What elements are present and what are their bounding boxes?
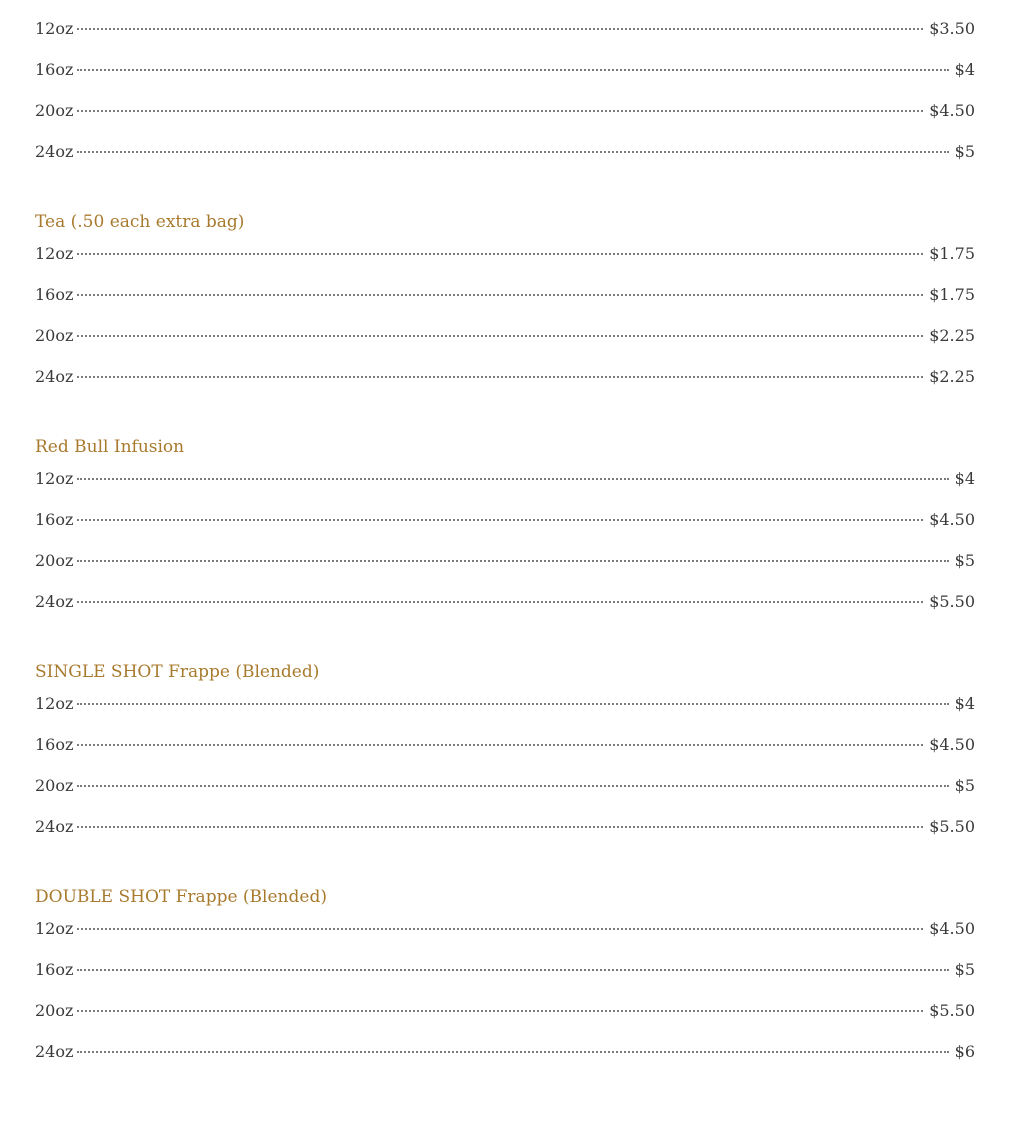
dot-leader — [77, 478, 948, 480]
size-label: 12oz — [35, 19, 74, 38]
dot-leader — [77, 376, 923, 378]
size-label: 16oz — [35, 735, 74, 754]
menu-row — [35, 1031, 975, 1072]
size-label: 16oz — [35, 510, 74, 529]
price-label: $2.25 — [929, 326, 975, 345]
menu-row — [35, 806, 975, 847]
price-label: $1.75 — [929, 285, 975, 304]
dot-leader — [77, 560, 948, 562]
menu-row — [35, 458, 975, 499]
size-label: 16oz — [35, 285, 74, 304]
menu-row — [35, 90, 975, 131]
menu-section — [35, 0, 975, 172]
dot-leader — [77, 826, 923, 828]
menu-row — [35, 990, 975, 1031]
menu-row — [35, 949, 975, 990]
price-label: $4.50 — [929, 919, 975, 938]
price-label: $5 — [954, 142, 975, 161]
size-label: 24oz — [35, 142, 74, 161]
dot-leader — [77, 1051, 948, 1053]
dot-leader — [77, 519, 923, 521]
menu-row — [35, 683, 975, 724]
menu-row — [35, 131, 975, 172]
menu-row — [35, 233, 975, 274]
menu-section — [35, 886, 975, 1072]
price-label: $4.50 — [929, 510, 975, 529]
menu-section — [35, 211, 975, 397]
dot-leader — [77, 1010, 923, 1012]
size-label: 12oz — [35, 919, 74, 938]
size-label: 20oz — [35, 551, 74, 570]
size-label: 20oz — [35, 776, 74, 795]
size-label: 24oz — [35, 817, 74, 836]
size-label: 20oz — [35, 101, 74, 120]
menu-section — [35, 436, 975, 622]
size-label: 16oz — [35, 60, 74, 79]
section-title: SINGLE SHOT Frappe (Blended) — [35, 662, 320, 682]
price-label: $1.75 — [929, 244, 975, 263]
menu-row — [35, 49, 975, 90]
size-label: 12oz — [35, 469, 74, 488]
price-label: $5.50 — [929, 592, 975, 611]
menu-row — [35, 274, 975, 315]
menu-row — [35, 315, 975, 356]
size-label: 12oz — [35, 244, 74, 263]
price-label: $6 — [954, 1042, 975, 1061]
price-label: $4.50 — [929, 101, 975, 120]
dot-leader — [77, 253, 923, 255]
dot-leader — [77, 69, 948, 71]
price-label: $4.50 — [929, 735, 975, 754]
menu-row — [35, 499, 975, 540]
size-label: 24oz — [35, 1042, 74, 1061]
menu-row — [35, 908, 975, 949]
section-title: DOUBLE SHOT Frappe (Blended) — [35, 887, 327, 907]
dot-leader — [77, 28, 923, 30]
dot-leader — [77, 110, 923, 112]
section-title: Red Bull Infusion — [35, 437, 185, 457]
price-label: $2.25 — [929, 367, 975, 386]
price-label: $4 — [954, 60, 975, 79]
size-label: 24oz — [35, 367, 74, 386]
price-label: $5.50 — [929, 1001, 975, 1020]
dot-leader — [77, 785, 948, 787]
menu-row — [35, 540, 975, 581]
price-label: $5 — [954, 776, 975, 795]
menu-row — [35, 8, 975, 49]
size-label: 20oz — [35, 1001, 74, 1020]
size-label: 24oz — [35, 592, 74, 611]
price-label: $5 — [954, 960, 975, 979]
price-label: $3.50 — [929, 19, 975, 38]
price-label: $4 — [954, 469, 975, 488]
menu-list — [35, 0, 975, 1072]
dot-leader — [77, 928, 923, 930]
dot-leader — [77, 335, 923, 337]
menu-row — [35, 765, 975, 806]
size-label: 20oz — [35, 326, 74, 345]
price-label: $4 — [954, 694, 975, 713]
dot-leader — [77, 294, 923, 296]
dot-leader — [77, 969, 948, 971]
size-label: 12oz — [35, 694, 74, 713]
menu-row — [35, 581, 975, 622]
dot-leader — [77, 703, 948, 705]
menu-row — [35, 724, 975, 765]
section-title: Tea (.50 each extra bag) — [35, 212, 245, 232]
dot-leader — [77, 601, 923, 603]
dot-leader — [77, 151, 948, 153]
menu-section — [35, 661, 975, 847]
price-label: $5.50 — [929, 817, 975, 836]
size-label: 16oz — [35, 960, 74, 979]
menu-row — [35, 356, 975, 397]
dot-leader — [77, 744, 923, 746]
price-label: $5 — [954, 551, 975, 570]
